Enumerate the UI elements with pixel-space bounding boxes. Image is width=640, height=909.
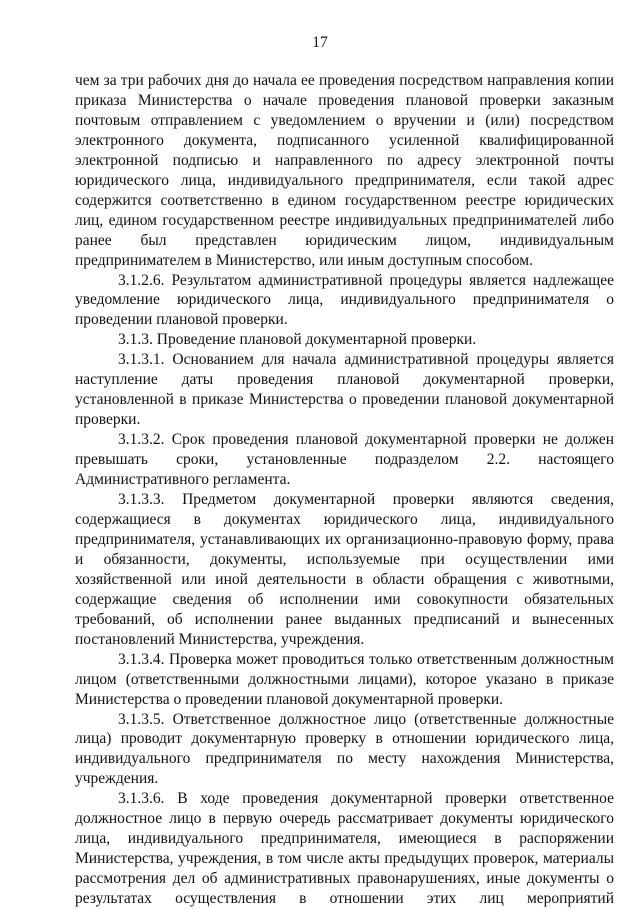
paragraph-3-1-3-3: 3.1.3.3. Предметом документарной проверки являются сведения, содержащиеся в документах юридического лица, индивидуального предпринимателя, устанавливающих их организационно-правовую форму, права и обязанности, документы, используемые при осуществлении ими хозяйственной или иной деятельности в области обращения с животными, содержащие сведения об исполнении ими совокупности обязательных требований, об исполнении ранее выданных предписаний и вынесенных постановлений Министерства, учреждения.: [75, 491, 614, 648]
paragraph-3-1-3-2: 3.1.3.2. Срок проведения плановой документарной проверки не должен превышать сроки, установленные подразделом 2.2. настоящего Административного регламента.: [75, 431, 614, 489]
paragraph-notification-method: чем за три рабочих дня до начала ее проведения посредством направления копии приказа Министерства о начале проведения плановой проверки заказным почтовым отправлением с уведомлением о вручении и (или) посредством электронного документа, подписанного усиленной квалифицированной электронной подписью и направленного по адресу электронной почты юридического лица, индивидуального предпринимателя, если такой адрес содержится соответственно в едином государственном реестре юридических лиц, едином государственном реестре индивидуальных предпринимателей либо ранее был представлен юридическим лицом, индивидуальным предпринимателем в Министерство, или иным доступным способом.: [75, 72, 614, 269]
paragraph-3-1-3-4: 3.1.3.4. Проверка может проводиться только ответственным должностным лицом (ответственными должностными лицами), которое указано в приказе Министерства о проведении плановой документарной проверки.: [75, 650, 614, 708]
paragraph-3-1-3-6: 3.1.3.6. В ходе проведения документарной проверки ответственное должностное лицо в первую очередь рассматривает документы юридического лица, индивидуального предпринимателя, имеющиеся в распоряжении Министерства, учреждения, в том числе акты предыдущих проверок, материалы рассмотрения дел об административных правонарушениях, иные документы о результатах осуществления в отношении этих лиц мероприятий: [75, 790, 614, 908]
paragraph-3-1-3-1: 3.1.3.1. Основанием для начала административной процедуры является наступление даты проведения плановой документарной проверки, установленной в приказе Министерства о проведении плановой документарной проверки.: [75, 351, 614, 429]
paragraph-3-1-3-5: 3.1.3.5. Ответственное должностное лицо (ответственные должностные лица) проводит документарную проверку в отношении юридического лица, индивидуального предпринимателя по месту нахождения Министерства, учреждения.: [75, 710, 614, 788]
paragraph-3-1-2-6: 3.1.2.6. Результатом административной процедуры является надлежащее уведомление юридического лица, индивидуального предпринимателя о проведении плановой проверки.: [75, 271, 614, 329]
page-number: 17: [312, 34, 328, 51]
document-body: [75, 71, 614, 909]
paragraph-3-1-3: 3.1.3. Проведение плановой документарной проверки.: [118, 331, 477, 349]
